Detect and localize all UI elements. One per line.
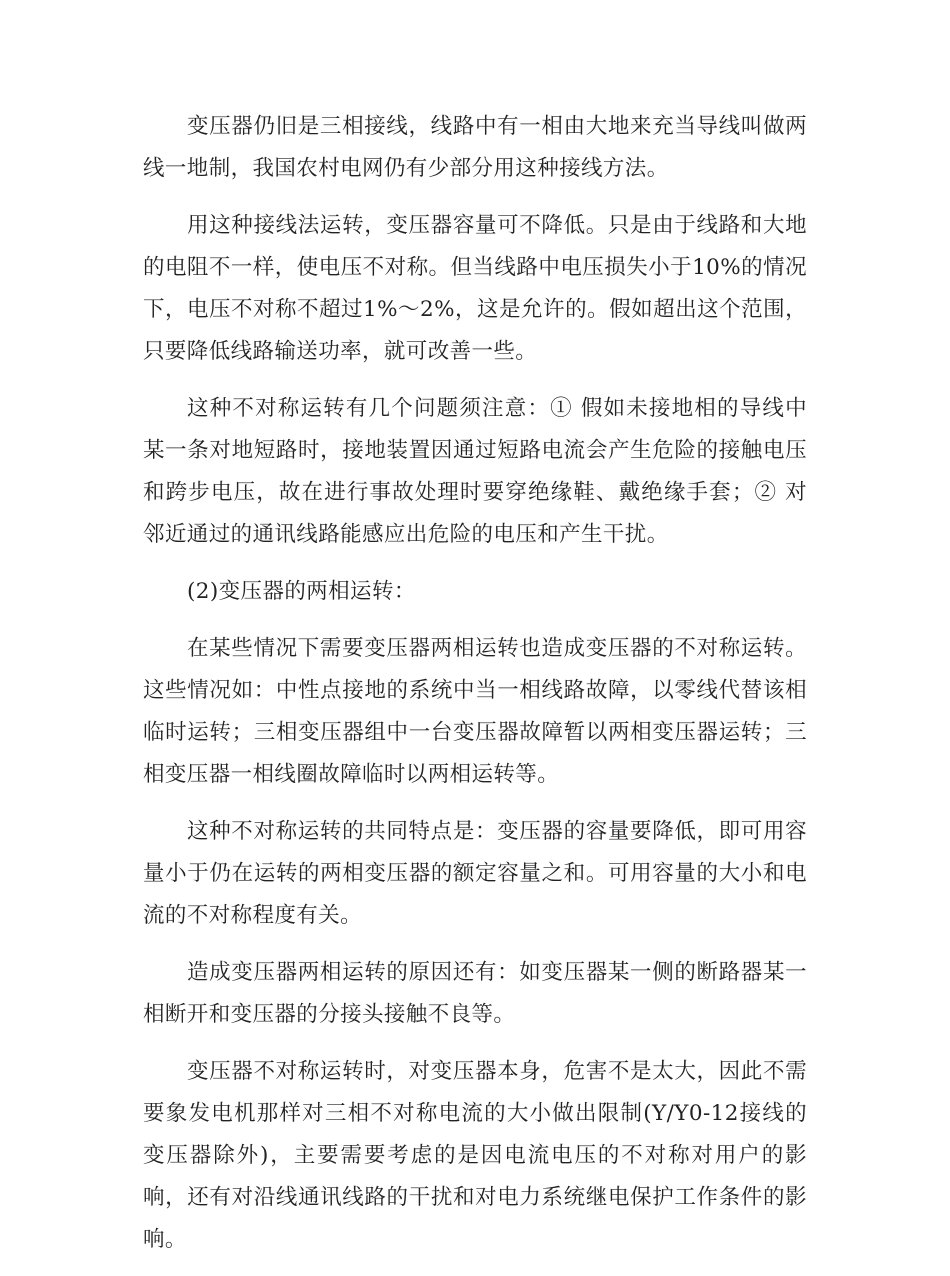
paragraph-7: 造成变压器两相运转的原因还有：如变压器某一侧的断路器某一相断开和变压器的分接头接触不良等。: [143, 960, 807, 1027]
paragraph-8: 变压器不对称运转时，对变压器本身，危害不是太大，因此不需要象发电机那样对三相不对称电流的大小做出限制(Y/Y0-12接线的变压器除外)，主要需要考虑的是因电流电压的不对称对用户的影响，还有对沿线通讯线路的干扰和对电力系统继电保护工作条件的影响。: [143, 1059, 807, 1252]
paragraph-1: 变压器仍旧是三相接线，线路中有一相由大地来充当导线叫做两线一地制，我国农村电网仍有少部分用这种接线方法。: [143, 114, 807, 181]
paragraph-6: 这种不对称运转的共同特点是：变压器的容量要降低，即可用容量小于仍在运转的两相变压器的额定容量之和。可用容量的大小和电流的不对称程度有关。: [143, 819, 807, 928]
document-body: [143, 106, 807, 1276]
section-heading: (2)变压器的两相运转：: [187, 579, 416, 604]
paragraph-5: 在某些情况下需要变压器两相运转也造成变压器的不对称运转。这些情况如：中性点接地的系统中当一相线路故障，以零线代替该相临时运转；三相变压器组中一台变压器故障暂以两相变压器运转；三相变压器一相线圈故障临时以两相运转等。: [143, 636, 807, 787]
paragraph-2: 用这种接线法运转，变压器容量可不降低。只是由于线路和大地的电阻不一样，使电压不对称。但当线路中电压损失小于10%的情况下，电压不对称不超过1%～2%，这是允许的。假如超出这个范围，只要降低线路输送功率，就可改善一些。: [143, 213, 807, 364]
paragraph-3: 这种不对称运转有几个问题须注意：① 假如未接地相的导线中某一条对地短路时，接地装置因通过短路电流会产生危险的接触电压和跨步电压，故在进行事故处理时要穿绝缘鞋、戴绝缘手套；② 对邻近通过的通讯线路能感应出危险的电压和产生干扰。: [143, 396, 807, 547]
